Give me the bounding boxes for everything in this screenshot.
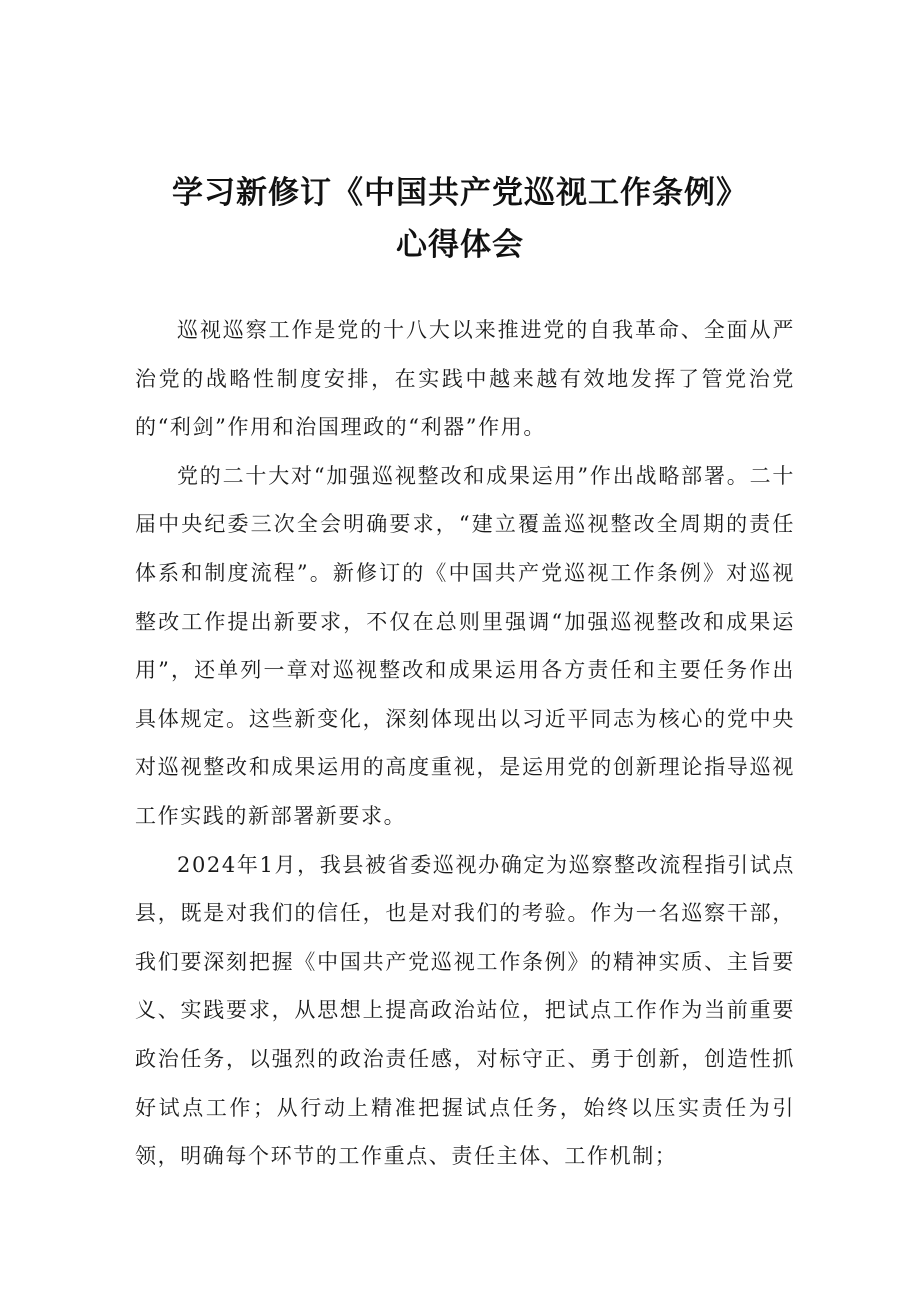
document-title-line-1: 学习新修订《中国共产党巡视工作条例》 — [172, 175, 748, 211]
document-title-line-2: 心得体会 — [396, 227, 524, 263]
body-paragraph-3: 2024年1月，我县被省委巡视办确定为巡察整改流程指引试点县，既是对我们的信任，也是对我们的考验。作为一名巡察干部，我们要深刻把握《中国共产党巡视工作条例》的精神实质、主旨要义、实践要求，从思想上提高政治站位，把试点工作作为当前重要政治任务，以强烈的政治责任感，对标守正、勇于创新，创造性抓好试点工作；从行动上精准把握试点任务，始终以压实责任为引领，明确每个环节的工作重点、责任主体、工作机制； — [135, 852, 795, 1169]
body-paragraph-2: 党的二十大对“加强巡视整改和成果运用”作出战略部署。二十届中央纪委三次全会明确要求，“建立覆盖巡视整改全周期的责任体系和制度流程”。新修订的《中国共产党巡视工作条例》对巡视整改工作提出新要求，不仅在总则里强调“加强巡视整改和成果运用”，还单列一章对巡视整改和成果运用各方责任和主要任务作出具体规定。这些新变化，深刻体现出以习近平同志为核心的党中央对巡视整改和成果运用的高度重视，是运用党的创新理论指导巡视工作实践的新部署新要求。 — [135, 463, 795, 828]
document-body — [135, 306, 795, 1181]
body-paragraph-1: 巡视巡察工作是党的十八大以来推进党的自我革命、全面从严治党的战略性制度安排，在实践中越来越有效地发挥了管党治党的“利剑”作用和治国理政的“利器”作用。 — [135, 318, 795, 440]
